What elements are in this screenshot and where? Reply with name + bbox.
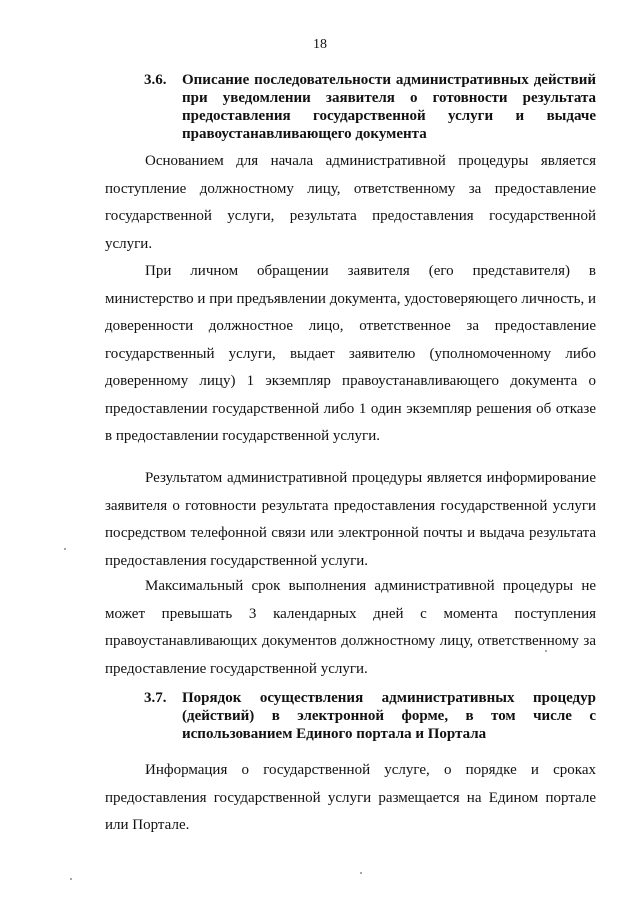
paragraph: Основанием для начала административной процедуры является поступление должностному лицу, ответственному за предоставление государственной услуги, результата предоставления государственной услуги. <box>105 153 596 252</box>
scan-speck <box>64 548 66 550</box>
scan-speck <box>70 878 72 880</box>
section-heading-3-7 <box>144 689 596 743</box>
section-title: Описание последовательности административных действий при уведомлении заявителя о готовности результата предоставления государственной услуги и выдаче правоустанавливающего документа <box>182 72 596 142</box>
page-number: 18 <box>313 37 327 52</box>
section-number: 3.7. <box>144 690 167 706</box>
section-number: 3.6. <box>144 72 167 88</box>
scan-speck <box>545 650 547 652</box>
scan-speck <box>360 872 362 874</box>
section-title: Порядок осуществления административных процедур (действий) в электронной форме, в том числе с использованием Единого портала и Портала <box>182 690 596 742</box>
paragraph: Информация о государственной услуге, о порядке и сроках предоставления государственной услуги размещается на Едином портале или Портале. <box>105 762 596 833</box>
paragraph: Результатом административной процедуры является информирование заявителя о готовности результата предоставления государственной услуги посредством телефонной связи или электронной почты и выдача результата предоставления государственной услуги. <box>105 470 596 569</box>
section-heading-3-6 <box>144 71 596 143</box>
paragraph: При личном обращении заявителя (его представителя) в министерство и при предъявлении документа, удостоверяющего личность, и доверенности должностное лицо, ответственное за предоставление государственный услуги, выдает заявителю (уполномоченному либо доверенному лицу) 1 экземпляр правоустанавливающего документа о предоставлении государственной либо 1 один экземпляр решения об отказе в предоставлении государственной услуги. <box>105 263 596 444</box>
paragraph: Максимальный срок выполнения административной процедуры не может превышать 3 календарных дней с момента поступления правоустанавливающих документов должностному лицу, ответственному за предоставление государственной услуги. <box>105 578 596 677</box>
